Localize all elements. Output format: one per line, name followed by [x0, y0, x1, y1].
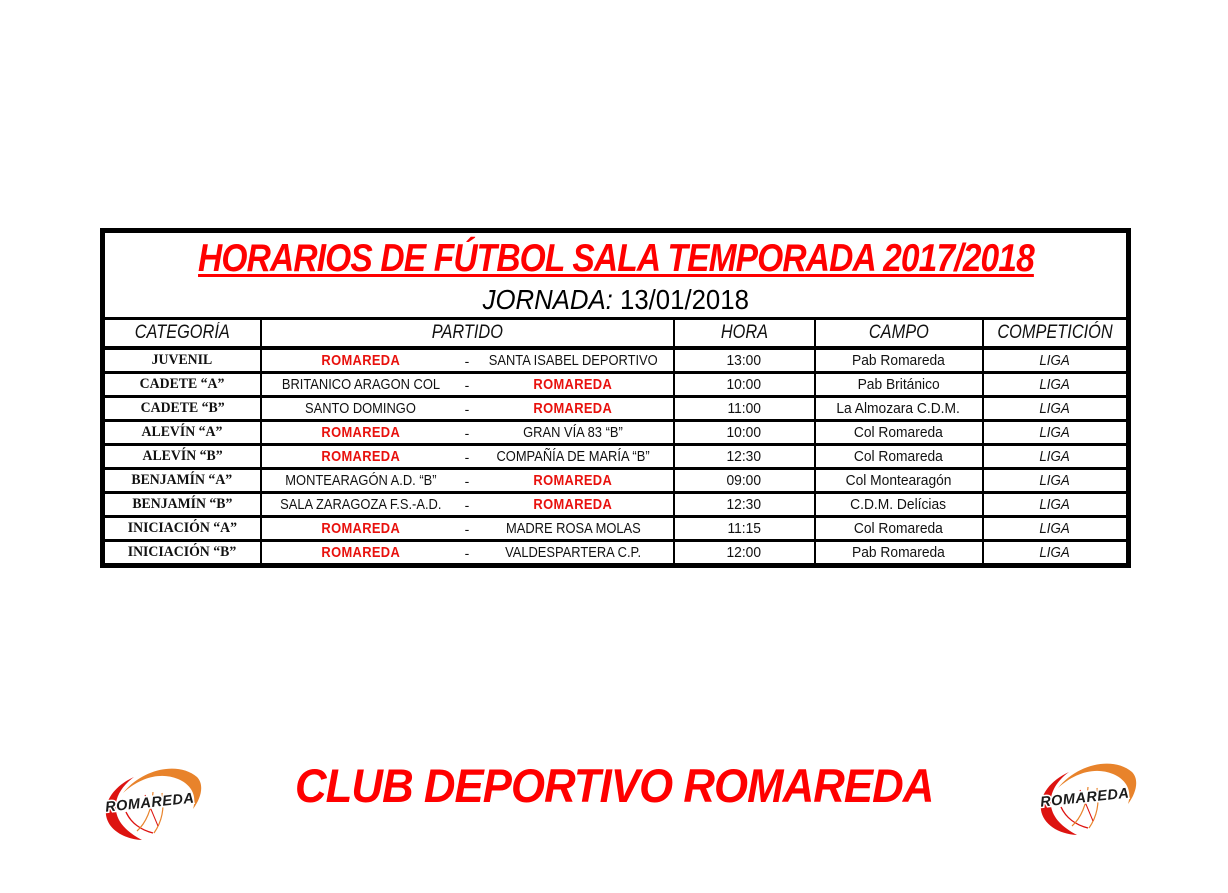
home-team-wrap	[262, 376, 461, 393]
document-title: HORARIOS DE FÚTBOL SALA TEMPORADA 2017/2018	[197, 237, 1034, 280]
campo-text: C.D.M. Delícias	[850, 496, 947, 513]
table-row	[103, 541, 1129, 566]
campo-cell	[815, 348, 983, 373]
hora-text: 13:00	[726, 352, 762, 369]
categoria-text: ALEVÍN “A”	[141, 424, 223, 440]
home-team-wrap	[262, 520, 461, 537]
home-team: SALA ZARAGOZA F.S.-A.D.	[280, 496, 442, 513]
home-team: SANTO DOMINGO	[305, 400, 417, 417]
romareda-logo-icon	[1031, 755, 1141, 841]
campo-cell	[815, 493, 983, 517]
hora-cell	[674, 445, 815, 469]
categoria-cell	[103, 517, 261, 541]
jornada-line	[105, 284, 1126, 316]
campo-cell	[815, 517, 983, 541]
hora-cell	[674, 541, 815, 566]
hora-cell	[674, 469, 815, 493]
logo-wordmark: ROMAREDA	[1039, 785, 1131, 811]
club-name: CLUB DEPORTIVO ROMAREDA	[294, 759, 934, 812]
home-team-wrap	[262, 424, 461, 441]
competicion-text: LIGA	[1039, 544, 1070, 561]
away-team-wrap	[474, 520, 673, 537]
campo-text: Col Romareda	[854, 520, 943, 537]
table-title-cell	[103, 231, 1129, 319]
partido-cell	[261, 445, 674, 469]
competicion-text: LIGA	[1039, 448, 1070, 465]
separator-dash: -	[464, 544, 470, 561]
away-team-wrap	[474, 472, 673, 489]
away-team: ROMAREDA	[533, 376, 613, 393]
categoria-cell	[103, 445, 261, 469]
table-row	[103, 493, 1129, 517]
separator-dash: -	[464, 400, 470, 417]
separator-dash: -	[464, 424, 470, 441]
logo-wordmark: ROMAREDA	[104, 790, 196, 816]
jornada-date: 13/01/2018	[619, 284, 749, 315]
away-team-wrap	[474, 448, 673, 465]
home-team-wrap	[262, 352, 461, 369]
categoria-cell	[103, 493, 261, 517]
column-header-partido: PARTIDO	[261, 319, 674, 349]
hora-cell	[674, 517, 815, 541]
hora-cell	[674, 373, 815, 397]
categoria-text: CADETE “A”	[139, 376, 225, 392]
away-team: VALDESPARTERA C.P.	[505, 544, 642, 561]
table-row	[103, 445, 1129, 469]
schedule-document	[100, 228, 1131, 568]
campo-text: Col Romareda	[854, 448, 943, 465]
hora-cell	[674, 348, 815, 373]
hora-text: 12:30	[726, 448, 762, 465]
away-team-wrap	[474, 544, 673, 561]
home-team: ROMAREDA	[321, 352, 401, 369]
table-row	[103, 348, 1129, 373]
home-team: ROMAREDA	[321, 544, 401, 561]
categoria-text: INICIACIÓN “A”	[127, 520, 237, 536]
partido-cell	[261, 397, 674, 421]
campo-text: La Almozara C.D.M.	[836, 400, 961, 417]
away-team-wrap	[474, 424, 673, 441]
hora-text: 11:00	[727, 400, 761, 417]
partido-cell	[261, 493, 674, 517]
table-header-row	[103, 319, 1129, 349]
competicion-cell	[983, 493, 1129, 517]
categoria-text: ALEVÍN “B”	[142, 448, 223, 464]
away-team: MADRE ROSA MOLAS	[505, 520, 641, 537]
schedule-table	[100, 228, 1131, 568]
campo-text: Pab Romareda	[852, 352, 945, 369]
categoria-text: CADETE “B”	[140, 400, 225, 416]
away-team: SANTA ISABEL DEPORTIVO	[488, 352, 658, 369]
hora-text: 09:00	[726, 472, 762, 489]
campo-text: Col Montearagón	[845, 472, 952, 489]
competicion-cell	[983, 469, 1129, 493]
separator-dash: -	[464, 448, 470, 465]
home-team-wrap	[262, 496, 461, 513]
schedule-body	[103, 348, 1129, 566]
hora-text: 12:00	[726, 544, 762, 561]
home-team-wrap	[262, 472, 461, 489]
hora-text: 12:30	[726, 496, 762, 513]
away-team-wrap	[474, 400, 673, 417]
home-team: ROMAREDA	[321, 448, 401, 465]
categoria-text: BENJAMÍN “A”	[131, 472, 233, 488]
away-team: ROMAREDA	[533, 496, 613, 513]
competicion-cell	[983, 445, 1129, 469]
hora-cell	[674, 421, 815, 445]
competicion-text: LIGA	[1039, 424, 1070, 441]
competicion-text: LIGA	[1039, 400, 1070, 417]
table-row	[103, 397, 1129, 421]
partido-cell	[261, 348, 674, 373]
categoria-text: BENJAMÍN “B”	[132, 496, 233, 512]
partido-cell	[261, 517, 674, 541]
campo-cell	[815, 397, 983, 421]
partido-cell	[261, 421, 674, 445]
away-team-wrap	[474, 496, 673, 513]
categoria-text: JUVENIL	[151, 352, 213, 368]
hora-text: 11:15	[727, 520, 761, 537]
separator-dash: -	[464, 472, 470, 489]
column-header-campo: CAMPO	[815, 319, 983, 349]
table-row	[103, 517, 1129, 541]
column-header-hora: HORA	[674, 319, 815, 349]
hora-text: 10:00	[726, 424, 762, 441]
separator-dash: -	[464, 520, 470, 537]
table-row	[103, 373, 1129, 397]
away-team-wrap	[474, 376, 673, 393]
hora-text: 10:00	[726, 376, 762, 393]
club-logo-right	[1031, 755, 1141, 841]
campo-cell	[815, 469, 983, 493]
away-team: ROMAREDA	[533, 400, 613, 417]
column-header-competicion: COMPETICIÓN	[983, 319, 1129, 349]
competicion-cell	[983, 373, 1129, 397]
campo-text: Pab Británico	[857, 376, 940, 393]
partido-cell	[261, 373, 674, 397]
competicion-cell	[983, 421, 1129, 445]
table-row	[103, 421, 1129, 445]
competicion-text: LIGA	[1039, 496, 1070, 513]
campo-text: Pab Romareda	[852, 544, 945, 561]
separator-dash: -	[464, 496, 470, 513]
hora-cell	[674, 397, 815, 421]
home-team-wrap	[262, 544, 461, 561]
jornada-label: JORNADA:	[482, 284, 613, 315]
home-team: ROMAREDA	[321, 424, 401, 441]
categoria-cell	[103, 541, 261, 566]
away-team: ROMAREDA	[533, 472, 613, 489]
table-row	[103, 469, 1129, 493]
categoria-cell	[103, 348, 261, 373]
competicion-cell	[983, 397, 1129, 421]
competicion-text: LIGA	[1039, 376, 1070, 393]
categoria-cell	[103, 373, 261, 397]
campo-cell	[815, 445, 983, 469]
home-team-wrap	[262, 400, 461, 417]
home-team: BRITANICO ARAGON COL	[281, 376, 440, 393]
separator-dash: -	[464, 352, 470, 369]
campo-cell	[815, 421, 983, 445]
competicion-cell	[983, 517, 1129, 541]
categoria-cell	[103, 397, 261, 421]
competicion-text: LIGA	[1039, 352, 1070, 369]
column-header-categoria: CATEGORÍA	[103, 319, 261, 349]
campo-cell	[815, 373, 983, 397]
partido-cell	[261, 541, 674, 566]
home-team-wrap	[262, 448, 461, 465]
categoria-cell	[103, 469, 261, 493]
competicion-text: LIGA	[1039, 472, 1070, 489]
away-team-wrap	[474, 352, 673, 369]
competicion-text: LIGA	[1039, 520, 1070, 537]
categoria-text: INICIACIÓN “B”	[127, 544, 237, 560]
home-team: ROMAREDA	[321, 520, 401, 537]
competicion-cell	[983, 348, 1129, 373]
competicion-cell	[983, 541, 1129, 566]
hora-cell	[674, 493, 815, 517]
away-team: COMPAÑÍA DE MARÍA “B”	[496, 448, 650, 465]
campo-cell	[815, 541, 983, 566]
categoria-cell	[103, 421, 261, 445]
campo-text: Col Romareda	[854, 424, 943, 441]
home-team: MONTEARAGÓN A.D. “B”	[285, 472, 437, 489]
partido-cell	[261, 469, 674, 493]
away-team: GRAN VÍA 83 “B”	[523, 424, 624, 441]
separator-dash: -	[464, 376, 470, 393]
